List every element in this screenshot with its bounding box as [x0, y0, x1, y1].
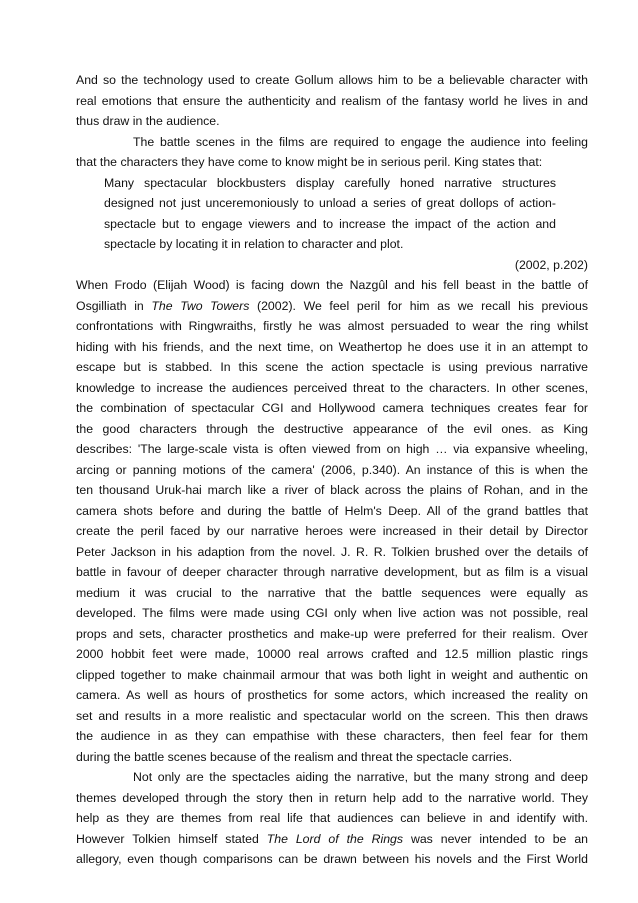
text-line: during the battle scenes because of the realism and threat the spectacle carries.	[76, 749, 513, 764]
body-text	[76, 70, 588, 870]
text-line: camera shots before and during the battle of Helm's Deep. All of the grand battles that	[76, 503, 588, 518]
text-line: battle in favour of deeper character through narrative development, but as film is a visual	[76, 565, 588, 579]
quote-line: designed not just unceremoniously to unload a series of great dollops of action-	[104, 196, 556, 210]
text-line: clipped together to make chainmail armour that was both light in weight and authentic on	[76, 667, 588, 682]
book-title: The Lord of the Rings	[266, 831, 404, 846]
text-line: escape but is stabbed. In this scene the action spectacle is using previous narrative	[76, 360, 588, 374]
text-line: the combination of spectacular CGI and Hollywood camera techniques creates fear for	[76, 401, 588, 415]
text-line: themes developed through the story then in return help add to the narrative world. They	[76, 790, 588, 805]
text-run: was never intended to be an	[403, 831, 588, 846]
film-title: The Two Towers	[151, 298, 250, 313]
text-line: props and sets, character prosthetics and make-up were preferred for their realism. Over	[76, 626, 588, 641]
text-line	[76, 829, 588, 850]
text-line: the good characters through the destructive appearance of the evil ones. as King	[76, 421, 588, 436]
text-line: confrontations with Ringwraiths, firstly he was almost persuaded to wear the ring whilst	[76, 319, 588, 333]
text-line: the audience in as they can empathise with these characters, then feel fear for them	[76, 729, 588, 743]
text-line: create the peril faced by our narrative heroes were increased in their detail by Director	[76, 524, 588, 538]
text-line: that the characters they have come to know might be in serious peril. King states that:	[76, 155, 543, 169]
text-line: ten thousand Uruk-hai march like a river of black across the plains of Rohan, and in the	[76, 483, 588, 497]
text-line: Peter Jackson in his adaption from the novel. J. R. R. Tolkien brushed over the details of	[76, 544, 588, 559]
text-line: real emotions that ensure the authenticity and realism of the fantasy world he lives in and	[76, 93, 588, 108]
text-line: help as they are themes from real life that audiences can believe in and identify with.	[76, 811, 588, 825]
text-line: describes: 'The large-scale vista is often viewed from on high … via expansive wheeling,	[76, 442, 588, 456]
text-line: allegory, even though comparisons can be drawn between his novels and the First World	[76, 852, 588, 866]
text-line: When Frodo (Elijah Wood) is facing down the Nazgûl and his fell beast in the battle of	[76, 278, 588, 292]
text-line: 2000 hobbit feet were made, 10000 real arrows crafted and 12.5 million plastic rings	[76, 647, 588, 661]
text-line: And so the technology used to create Gollum allows him to be a believable character with	[76, 73, 588, 87]
text-line: The battle scenes in the films are required to engage the audience into feeling	[133, 134, 588, 149]
quote-citation: (2002, p.202)	[514, 257, 588, 272]
quote-line: spectacle but to engage viewers and to increase the impact of the action and	[104, 216, 556, 231]
text-line: arcing or panning motions of the camera' (2006, p.340). An instance of this is when the	[76, 462, 588, 477]
quote-line: Many spectacular blockbusters display carefully honed narrative structures	[104, 175, 556, 190]
text-line: developed. The films were made using CGI only when live action was not possible, real	[76, 606, 588, 620]
text-line: camera. As well as hours of prosthetics for some actors, which increased the reality on	[76, 688, 588, 702]
text-line: Not only are the spectacles aiding the narrative, but the many strong and deep	[133, 770, 588, 784]
text-line: set and results in a more realistic and spectacular world on the screen. This then draws	[76, 708, 588, 723]
text-line: medium it was crucial to the narrative that the battle sequences were equally as	[76, 585, 588, 600]
text-run: (2002). We feel peril for him as we recall his previous	[249, 298, 588, 313]
text-line: hiding with his friends, and the next time, on Weathertop he does use it in an attempt to	[76, 339, 588, 354]
text-run: However Tolkien himself stated	[76, 831, 267, 846]
text-line: knowledge to increase the audiences perceived threat to the characters. In other scenes,	[76, 380, 588, 395]
text-run: Osgilliath in	[76, 298, 152, 313]
text-line: thus draw in the audience.	[76, 114, 220, 128]
text-line	[76, 296, 588, 317]
quote-line: spectacle by locating it in relation to character and plot.	[104, 237, 404, 251]
